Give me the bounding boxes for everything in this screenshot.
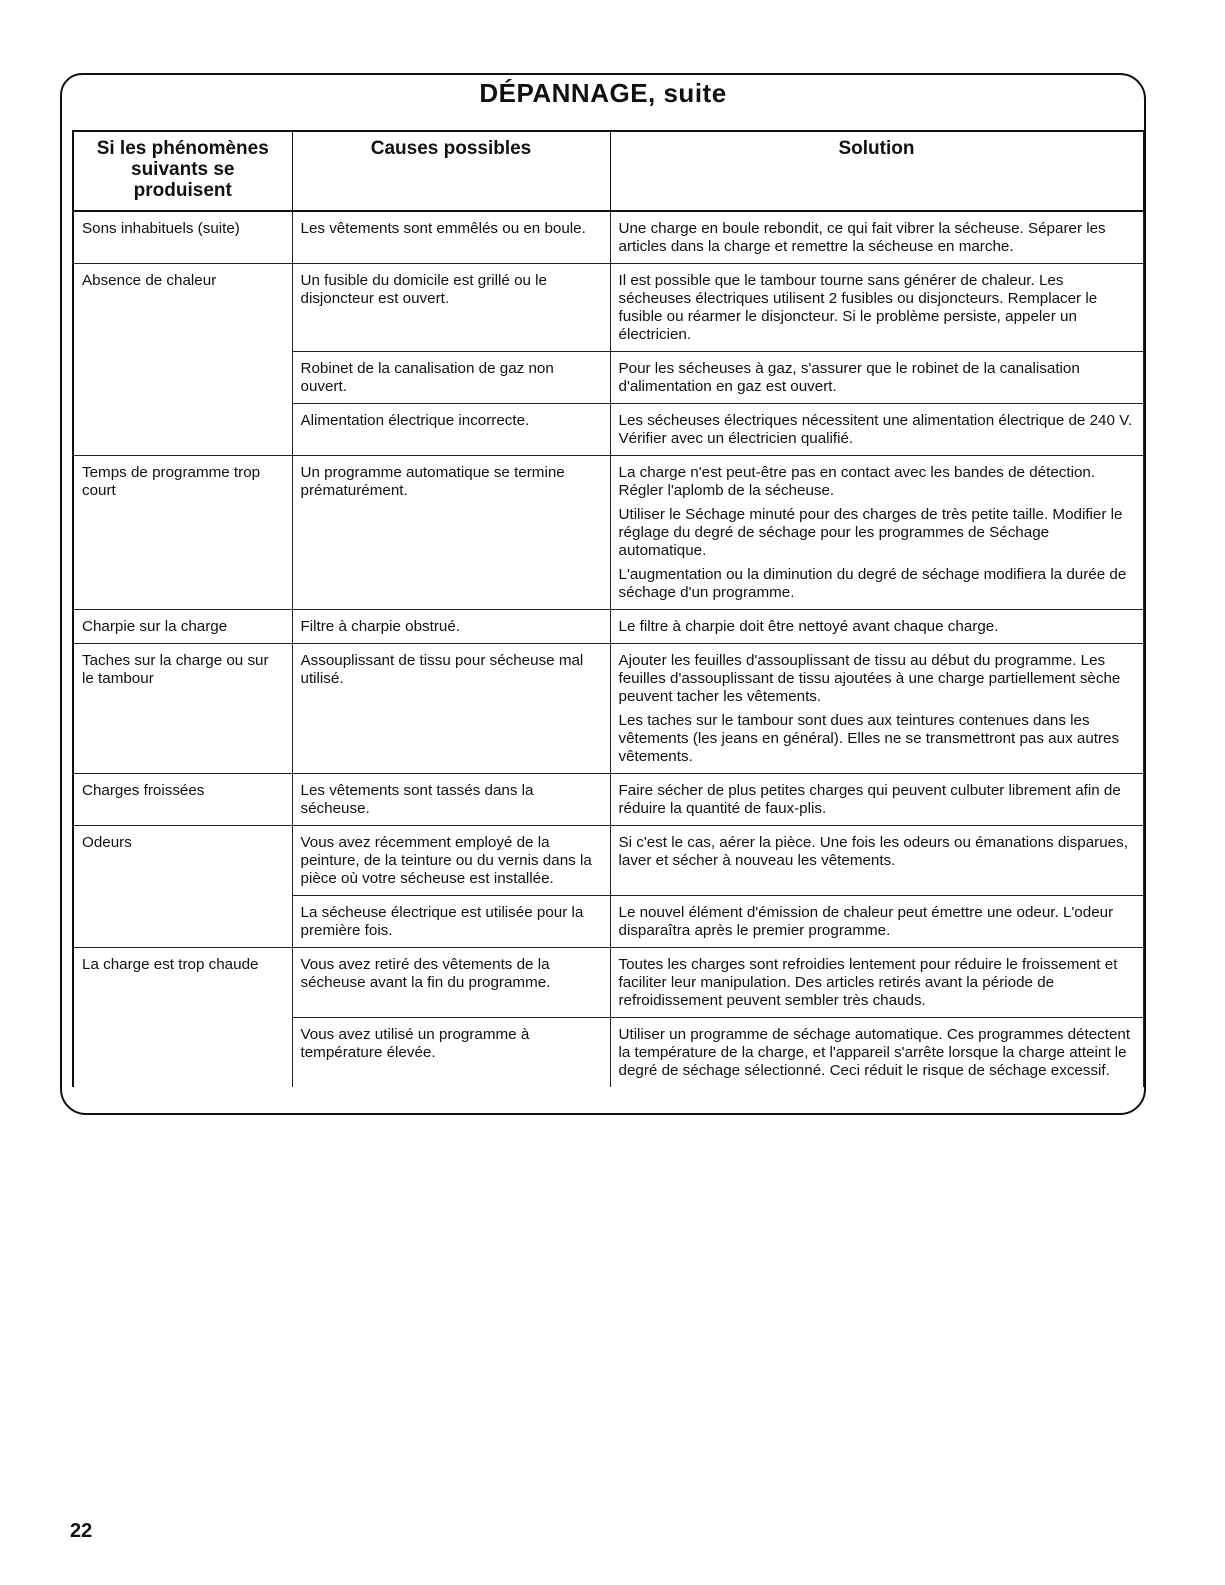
solution-cell: [610, 774, 1143, 826]
solution-cell: [610, 264, 1143, 352]
symptom-cell: Taches sur la charge ou sur le tambour: [73, 644, 292, 774]
table-row: [73, 826, 1143, 896]
cause-cell: Alimentation électrique incorrecte.: [292, 404, 610, 456]
header-cause: Causes possibles: [292, 131, 610, 211]
table-row: [73, 644, 1143, 774]
solution-text: Une charge en boule rebondit, ce qui fait vibrer la sécheuse. Séparer les articles dans la charge et remettre la sécheuse en marche.: [618, 220, 1106, 255]
cause-cell: Les vêtements sont emmêlés ou en boule.: [292, 211, 610, 264]
solution-text: Faire sécher de plus petites charges qui peuvent culbuter librement afin de réduire la quantité de faux-plis.: [618, 782, 1121, 817]
solution-cell: [610, 896, 1143, 948]
solution-text: Ajouter les feuilles d'assouplissant de tissu au début du programme. Les feuilles d'assouplissant de tissu ajoutées à une charge partiellement sèche peuvent tacher les vêtements.: [618, 652, 1121, 705]
solution-cell: [610, 644, 1143, 774]
table-header-row: [73, 131, 1143, 211]
solution-text: Le nouvel élément d'émission de chaleur peut émettre une odeur. L'odeur disparaîtra après le premier programme.: [618, 904, 1114, 939]
troubleshooting-table: [72, 130, 1144, 1087]
page-title: DÉPANNAGE, suite: [479, 78, 727, 108]
solution-cell: [610, 456, 1143, 610]
cause-cell: Filtre à charpie obstrué.: [292, 610, 610, 644]
cause-cell: Un programme automatique se termine prématurément.: [292, 456, 610, 610]
solution-cell: [610, 826, 1143, 896]
solution-cell: [610, 610, 1143, 644]
cause-cell: La sécheuse électrique est utilisée pour la première fois.: [292, 896, 610, 948]
solution-text: L'augmentation ou la diminution du degré de séchage modifiera la durée de séchage d'un programme.: [618, 566, 1127, 601]
header-symptom: Si les phénomènes suivants se produisent: [73, 131, 292, 211]
table-row: [73, 774, 1143, 826]
solution-text: Il est possible que le tambour tourne sans générer de chaleur. Les sécheuses électriques utilisent 2 fusibles ou disjoncteurs. Remplacer le fusible ou réarmer le disjoncteur. Si le problème persiste, appeler un électricien.: [618, 272, 1098, 343]
page-number: 22: [70, 1520, 93, 1542]
cause-cell: Vous avez retiré des vêtements de la sécheuse avant la fin du programme.: [292, 948, 610, 1018]
symptom-cell: Absence de chaleur: [73, 264, 292, 456]
symptom-cell: La charge est trop chaude: [73, 948, 292, 1088]
table-row: [73, 211, 1143, 264]
solution-cell: [610, 1018, 1143, 1088]
cause-cell: Assouplissant de tissu pour sécheuse mal utilisé.: [292, 644, 610, 774]
solution-text: Toutes les charges sont refroidies lentement pour réduire le froissement et faciliter leur manipulation. Des articles retirés avant la période de refroidissement peuvent sembler très chauds.: [618, 956, 1118, 1009]
table-row: [73, 456, 1143, 610]
symptom-cell: Odeurs: [73, 826, 292, 948]
solution-text: Utiliser le Séchage minuté pour des charges de très petite taille. Modifier le réglage du degré de séchage pour les programmes de Séchage automatique.: [618, 506, 1123, 559]
cause-cell: Un fusible du domicile est grillé ou le disjoncteur est ouvert.: [292, 264, 610, 352]
header-solution: Solution: [610, 131, 1143, 211]
solution-text: Utiliser un programme de séchage automatique. Ces programmes détectent la température de la charge, et l'appareil s'arrête lorsque la charge atteint le degré de séchage sélectionné. Ceci réduit le risque de séchage excessif.: [618, 1026, 1131, 1079]
table-row: [73, 264, 1143, 352]
solution-text: Le filtre à charpie doit être nettoyé avant chaque charge.: [618, 618, 999, 635]
solution-text: Pour les sécheuses à gaz, s'assurer que le robinet de la canalisation d'alimentation en gaz est ouvert.: [618, 360, 1080, 395]
solution-text: La charge n'est peut-être pas en contact avec les bandes de détection. Régler l'aplomb de la sécheuse.: [618, 464, 1096, 499]
symptom-cell: Charpie sur la charge: [73, 610, 292, 644]
solution-text: Les taches sur le tambour sont dues aux teintures contenues dans les vêtements (les jeans en général). Elles ne se transmettront pas aux autres vêtements.: [618, 712, 1120, 765]
cause-cell: Les vêtements sont tassés dans la sécheuse.: [292, 774, 610, 826]
symptom-cell: Charges froissées: [73, 774, 292, 826]
cause-cell: Vous avez utilisé un programme à température élevée.: [292, 1018, 610, 1088]
symptom-cell: Sons inhabituels (suite): [73, 211, 292, 264]
table-row: [73, 948, 1143, 1018]
cause-cell: Vous avez récemment employé de la peinture, de la teinture ou du vernis dans la pièce où votre sécheuse est installée.: [292, 826, 610, 896]
table-row: [73, 610, 1143, 644]
solution-cell: [610, 211, 1143, 264]
solution-text: Les sécheuses électriques nécessitent une alimentation électrique de 240 V. Vérifier avec un électricien qualifié.: [618, 412, 1133, 447]
symptom-cell: Temps de programme trop court: [73, 456, 292, 610]
solution-cell: [610, 948, 1143, 1018]
cause-cell: Robinet de la canalisation de gaz non ouvert.: [292, 352, 610, 404]
solution-text: Si c'est le cas, aérer la pièce. Une fois les odeurs ou émanations disparues, laver et sécher à nouveau les vêtements.: [618, 834, 1128, 869]
solution-cell: [610, 404, 1143, 456]
solution-cell: [610, 352, 1143, 404]
